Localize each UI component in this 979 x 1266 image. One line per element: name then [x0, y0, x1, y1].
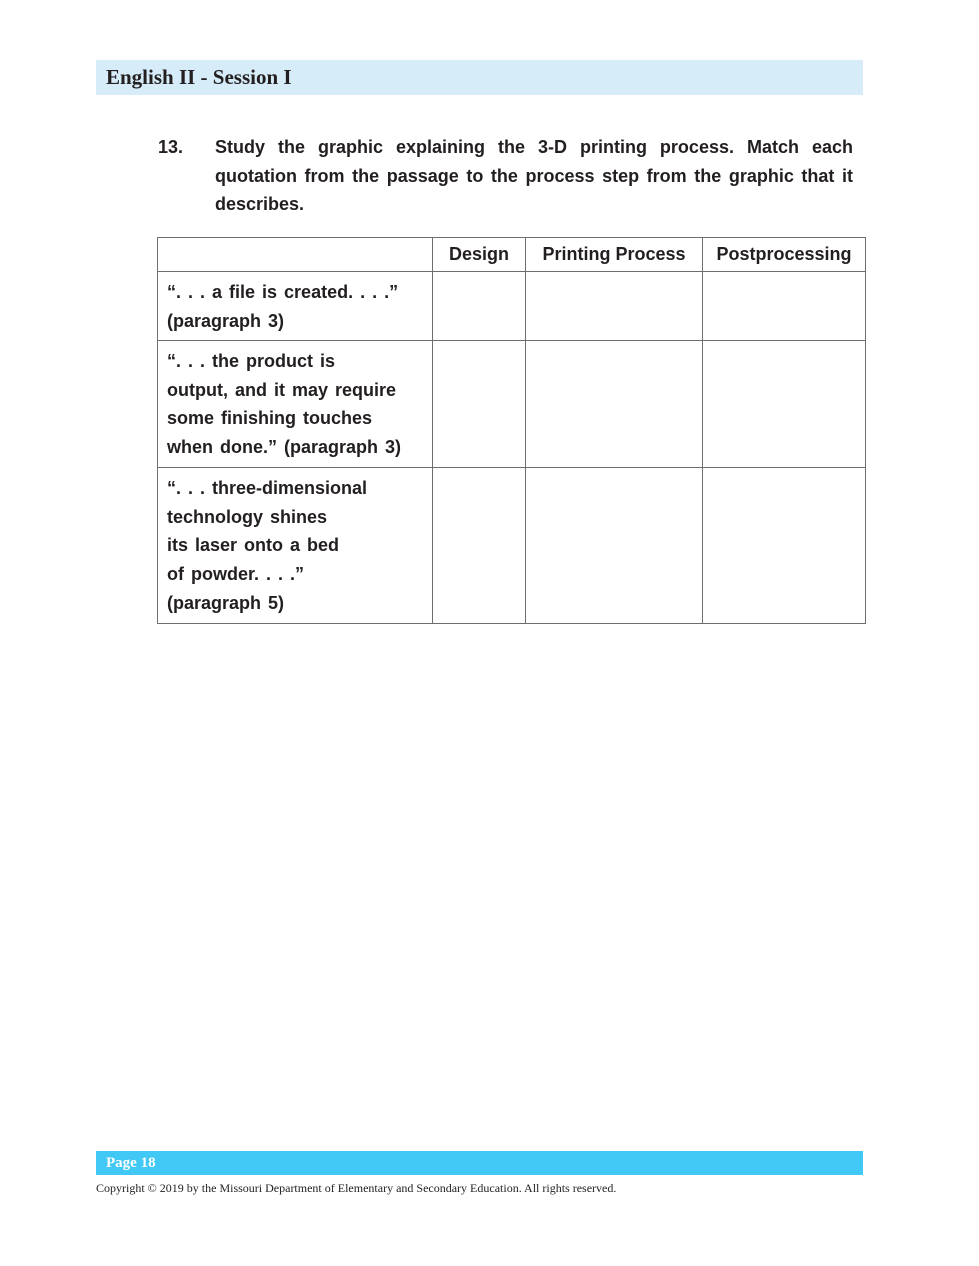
- match-cell-printing-process[interactable]: [526, 341, 703, 468]
- table-row: [158, 341, 866, 468]
- matching-table: [157, 237, 866, 624]
- quotation-line: (paragraph 5): [167, 592, 285, 613]
- quotation-line: of powder. . . .”: [167, 564, 305, 585]
- table-row: [158, 272, 866, 341]
- match-cell-printing-process[interactable]: [526, 468, 703, 624]
- question-text: Study the graphic explaining the 3-D printing process. Match each quotation from the passage to the process step from the graphic that it describes.: [215, 137, 853, 214]
- header-bar: [96, 60, 863, 95]
- quotation-line: output, and it may require: [167, 379, 397, 400]
- quotation-cell: [158, 272, 433, 341]
- match-cell-design[interactable]: [433, 272, 526, 341]
- copyright-notice: Copyright © 2019 by the Missouri Department of Elementary and Secondary Education. All rights reserved.: [96, 1181, 617, 1195]
- match-cell-postprocessing[interactable]: [703, 272, 866, 341]
- header-title: English II - Session I: [106, 65, 292, 89]
- match-cell-design[interactable]: [433, 468, 526, 624]
- quotation-line: technology shines: [167, 506, 328, 527]
- quotation-line: “. . . a file is created. . . .”: [167, 282, 399, 302]
- column-header-blank: [158, 238, 433, 272]
- quotation-line: its laser onto a bed: [167, 535, 340, 556]
- match-cell-postprocessing[interactable]: [703, 468, 866, 624]
- table-header-row: [158, 238, 866, 272]
- table-row: [158, 468, 866, 624]
- column-header-design: Design: [433, 238, 526, 272]
- quotation-line: some finishing touches: [167, 408, 373, 429]
- column-header-postprocessing: Postprocessing: [703, 238, 866, 272]
- page-number: Page 18: [106, 1154, 156, 1171]
- match-cell-printing-process[interactable]: [526, 272, 703, 341]
- question-number: 13.: [158, 137, 184, 157]
- quotation-line: when done.” (paragraph 3): [167, 437, 402, 458]
- quotation-line: (paragraph 3): [167, 310, 285, 331]
- quotation-cell: [158, 468, 433, 624]
- quotation-line: “. . . the product is: [167, 351, 336, 371]
- footer-bar: [96, 1151, 863, 1175]
- column-header-printing-process: Printing Process: [526, 238, 703, 272]
- match-cell-postprocessing[interactable]: [703, 341, 866, 468]
- quotation-line: “. . . three-dimensional: [167, 478, 368, 498]
- quotation-cell: [158, 341, 433, 468]
- match-cell-design[interactable]: [433, 341, 526, 468]
